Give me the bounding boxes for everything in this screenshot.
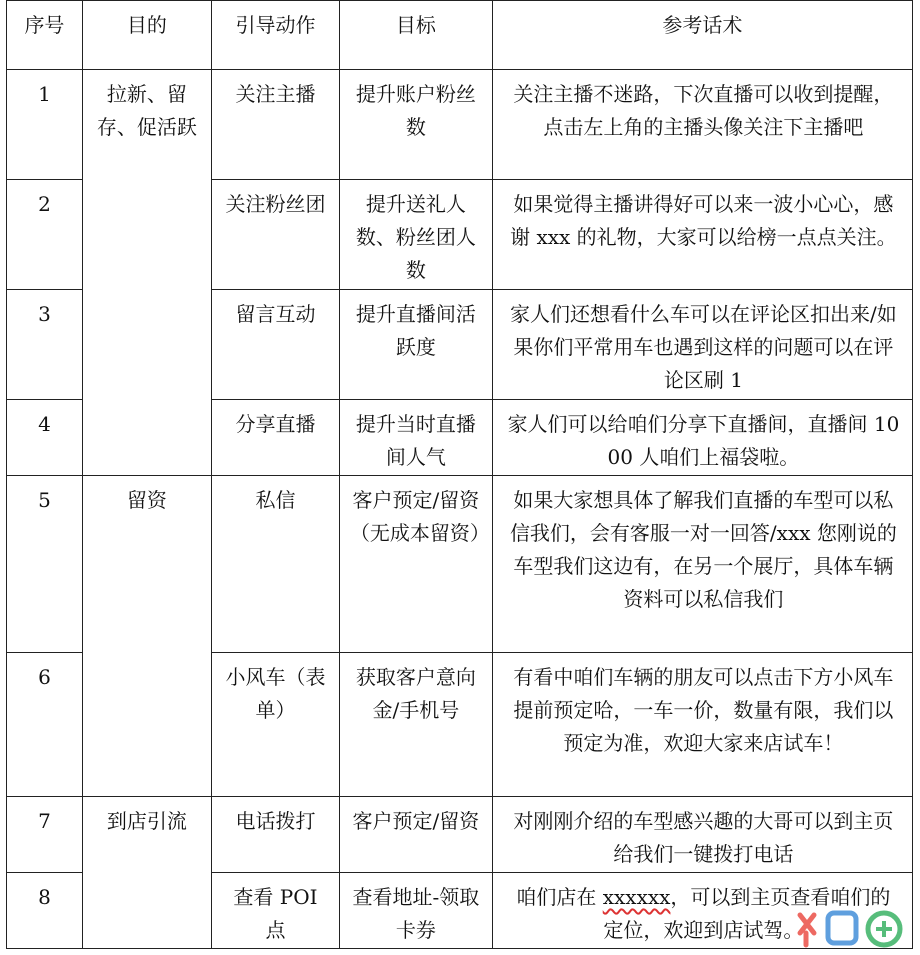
row-action: 留言互动 bbox=[211, 290, 339, 400]
row-goal: 到店引流 bbox=[82, 797, 211, 949]
row-target: 提升直播间活跃度 bbox=[339, 290, 492, 400]
table-row bbox=[7, 797, 913, 873]
row-num: 8 bbox=[7, 873, 83, 949]
row-action: 电话拨打 bbox=[211, 797, 339, 873]
row-target: 提升账户粉丝数 bbox=[339, 70, 492, 180]
row-goal: 留资 bbox=[82, 476, 211, 797]
row-target: 提升送礼人数、粉丝团人数 bbox=[339, 180, 492, 290]
script-text: 咱们店在 bbox=[516, 885, 603, 909]
row-action: 关注粉丝团 bbox=[211, 180, 339, 290]
row-target: 提升当时直播间人气 bbox=[339, 400, 492, 476]
guide-table bbox=[6, 0, 913, 949]
row-target: 客户预定/留资（无成本留资） bbox=[339, 476, 492, 653]
row-target: 查看地址-领取卡券 bbox=[339, 873, 492, 949]
row-goal: 拉新、留存、促活跃 bbox=[82, 70, 211, 476]
table-row bbox=[7, 70, 913, 180]
row-script: 家人们可以给咱们分享下直播间，直播间 1000 人咱们上福袋啦。 bbox=[492, 400, 912, 476]
row-num: 2 bbox=[7, 180, 83, 290]
header-action: 引导动作 bbox=[211, 1, 339, 70]
header-script: 参考话术 bbox=[492, 1, 912, 70]
row-script: 有看中咱们车辆的朋友可以点击下方小风车提前预定哈，一车一价，数量有限，我们以预定为准，欢迎大家来店试车！ bbox=[492, 653, 912, 797]
row-action: 查看 POI 点 bbox=[211, 873, 339, 949]
row-target: 获取客户意向金/手机号 bbox=[339, 653, 492, 797]
table-row bbox=[7, 476, 913, 653]
row-num: 1 bbox=[7, 70, 83, 180]
row-script: 关注主播不迷路，下次直播可以收到提醒，点击左上角的主播头像关注下主播吧 bbox=[492, 70, 912, 180]
row-num: 7 bbox=[7, 797, 83, 873]
row-num: 3 bbox=[7, 290, 83, 400]
row-script: 对刚刚介绍的车型感兴趣的大哥可以到主页给我们一键拨打电话 bbox=[492, 797, 912, 873]
store-placeholder: xxxxxx bbox=[602, 885, 671, 909]
header-goal: 目的 bbox=[82, 1, 211, 70]
row-target: 客户预定/留资 bbox=[339, 797, 492, 873]
row-num: 5 bbox=[7, 476, 83, 653]
watermark-logo-icon bbox=[792, 905, 912, 951]
row-script: 如果觉得主播讲得好可以来一波小心心，感谢 xxx 的礼物，大家可以给榜一点点关注。 bbox=[492, 180, 912, 290]
header-num: 序号 bbox=[7, 1, 83, 70]
row-action: 分享直播 bbox=[211, 400, 339, 476]
row-script: 如果大家想具体了解我们直播的车型可以私信我们，会有客服一对一回答/xxx 您刚说的车型我们这边有，在另一个展厅，具体车辆资料可以私信我们 bbox=[492, 476, 912, 653]
row-num: 4 bbox=[7, 400, 83, 476]
row-action: 关注主播 bbox=[211, 70, 339, 180]
row-script: 家人们还想看什么车可以在评论区扣出来/如果你们平常用车也遇到这样的问题可以在评论区刷 1 bbox=[492, 290, 912, 400]
header-row bbox=[7, 1, 913, 70]
header-target: 目标 bbox=[339, 1, 492, 70]
row-action: 小风车（表单） bbox=[211, 653, 339, 797]
row-action: 私信 bbox=[211, 476, 339, 653]
script-text: ，可以到主页查看咱们的定位，欢迎到店试驾。 bbox=[603, 885, 891, 942]
row-num: 6 bbox=[7, 653, 83, 797]
